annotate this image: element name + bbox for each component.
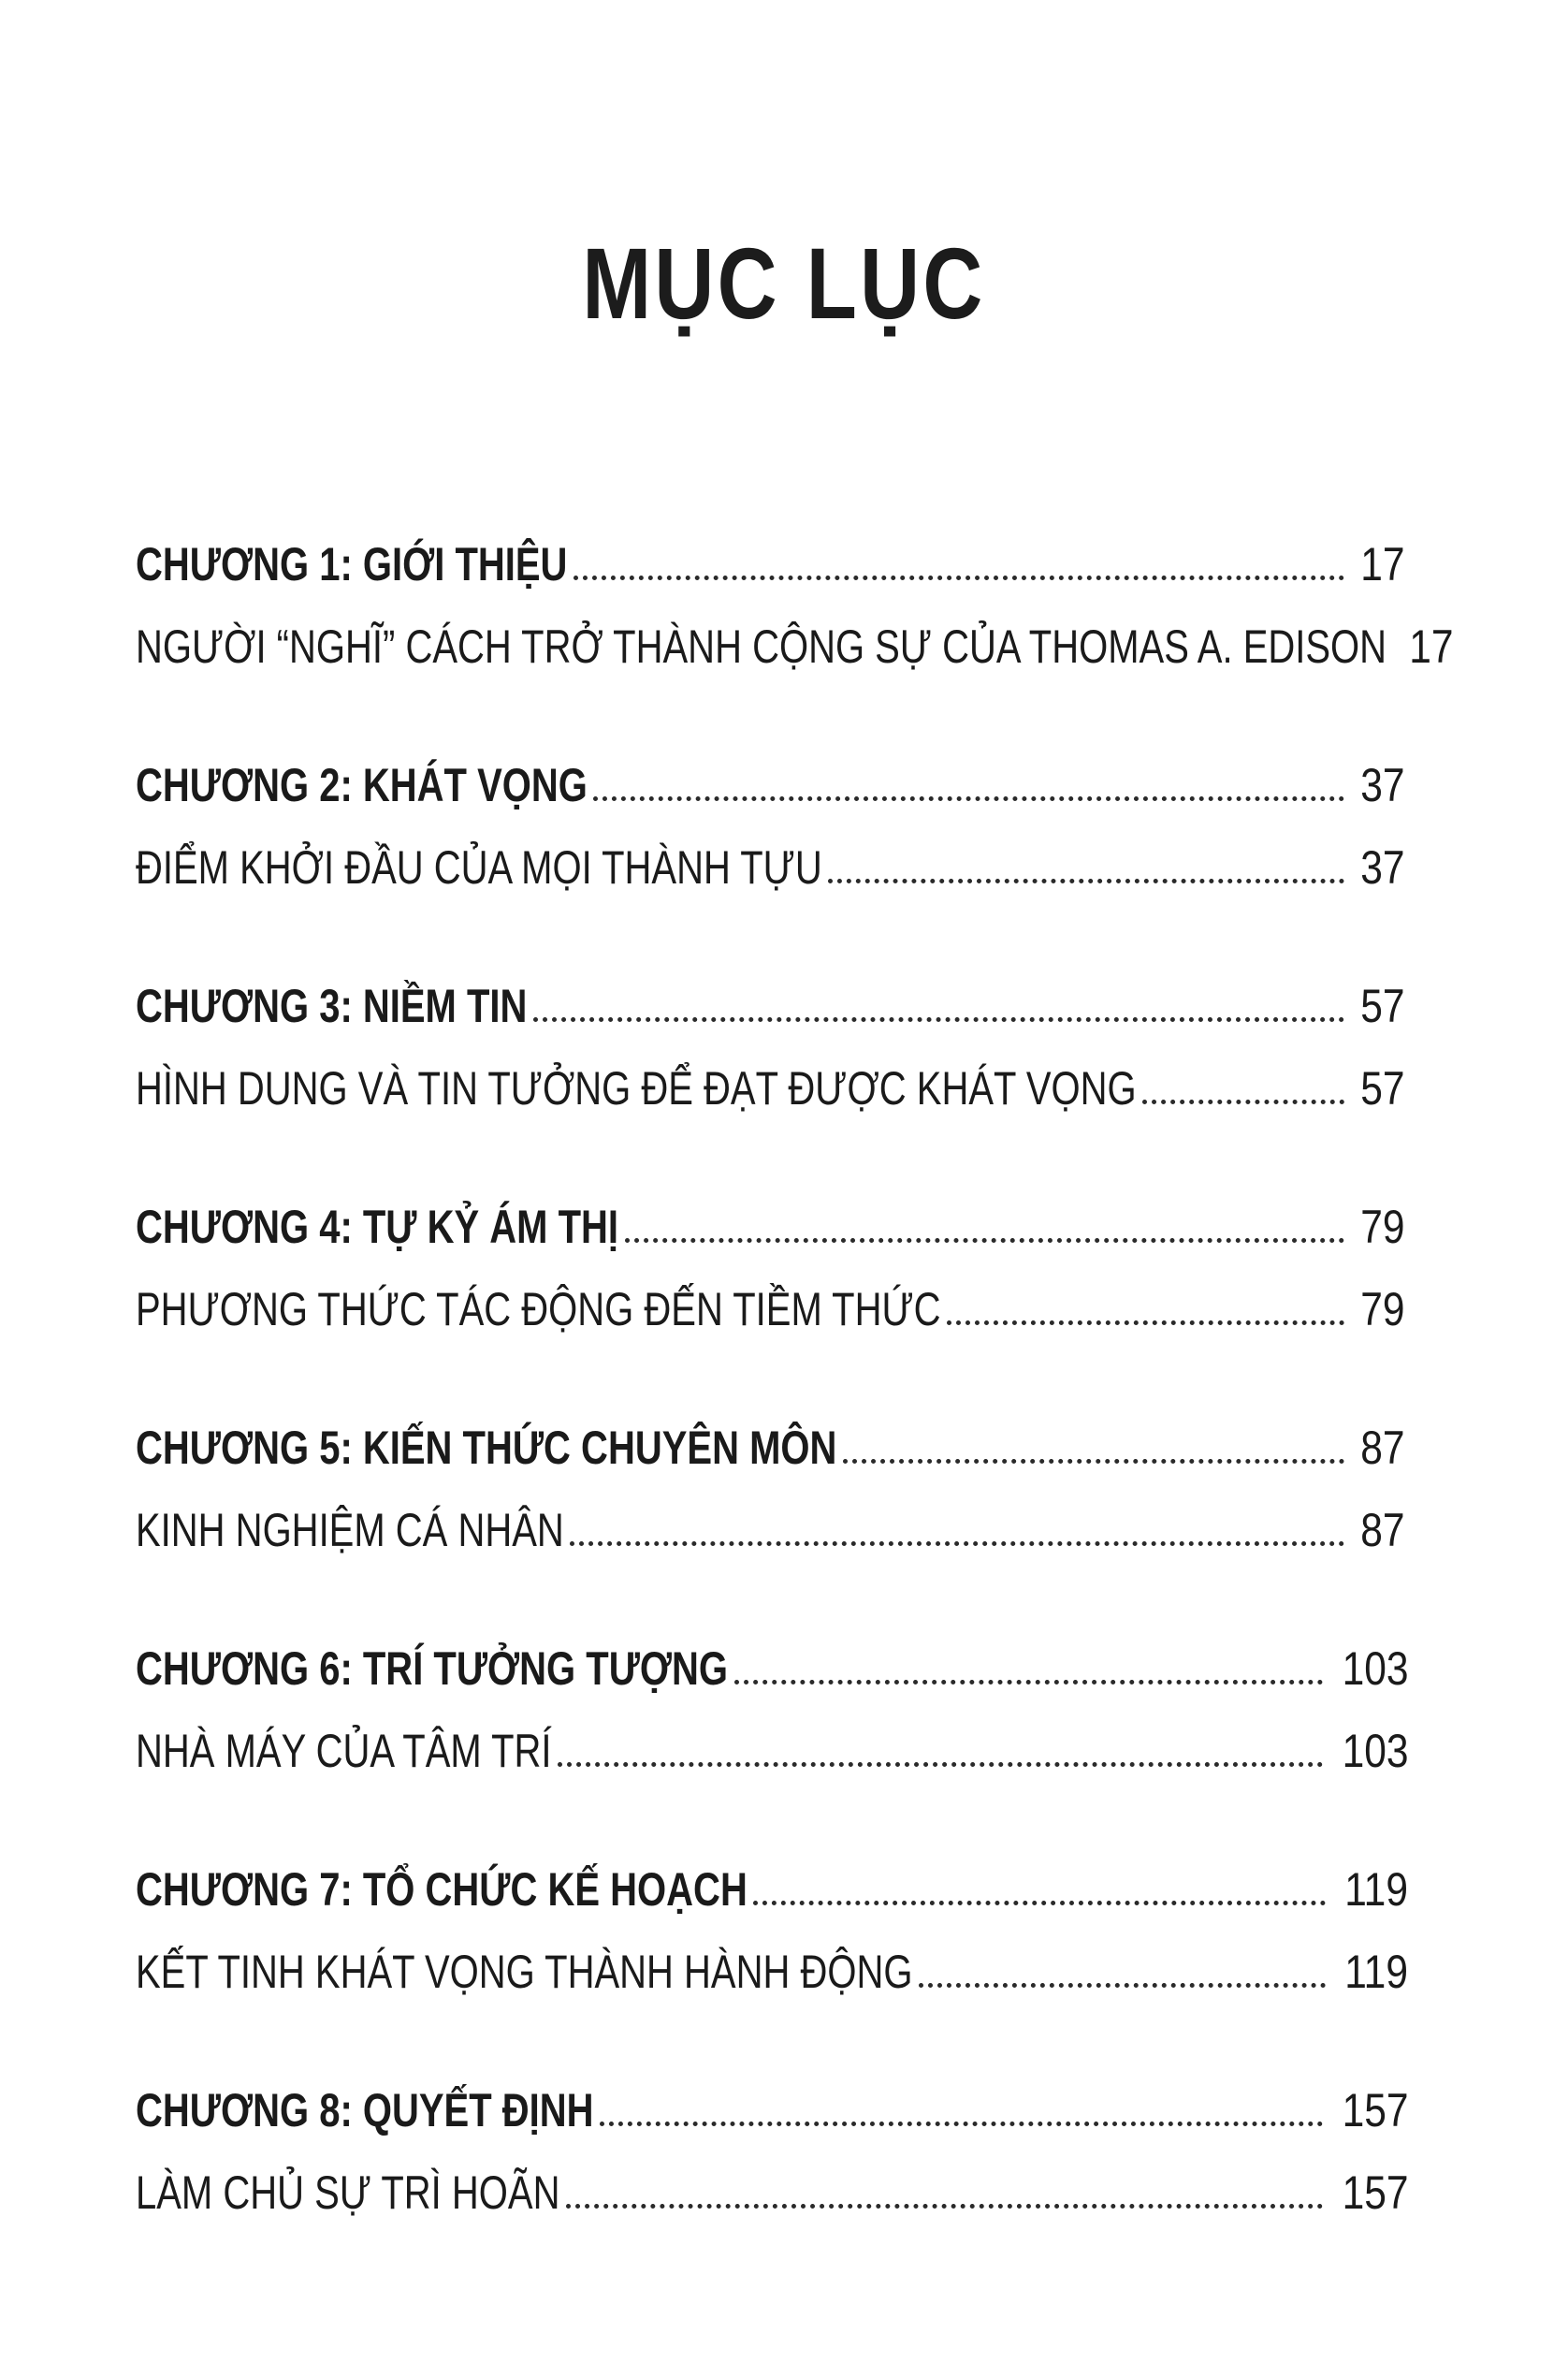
dot-leader	[947, 1320, 1344, 1325]
chapter-heading: CHƯƠNG 1: GIỚI THIỆU	[136, 538, 568, 591]
page-number: 57	[1360, 980, 1405, 1032]
page-number: 87	[1360, 1422, 1405, 1474]
page-number: 103	[1342, 1725, 1409, 1777]
chapter-heading: CHƯƠNG 3: NIỀM TIN	[136, 980, 528, 1032]
toc-chapter-1	[136, 505, 1454, 673]
dot-leader	[600, 2122, 1323, 2126]
chapter-subtitle: PHƯƠNG THỨC TÁC ĐỘNG ĐẾN TIỀM THỨC	[136, 1283, 941, 1335]
chapter-heading: CHƯƠNG 5: KIẾN THỨC CHUYÊN MÔN	[136, 1422, 837, 1474]
dot-leader	[573, 576, 1344, 580]
chapter-subtitle: KẾT TINH KHÁT VỌNG THÀNH HÀNH ĐỘNG	[136, 1946, 913, 1998]
page-number: 79	[1360, 1283, 1405, 1335]
page-number: 17	[1409, 620, 1454, 673]
dot-leader	[558, 1762, 1323, 1767]
chapter-heading: CHƯƠNG 8: QUYẾT ĐỊNH	[136, 2084, 594, 2136]
dot-leader	[1142, 1100, 1344, 1104]
page-number: 57	[1360, 1062, 1405, 1115]
chapter-subtitle: ĐIỂM KHỞI ĐẦU CỦA MỌI THÀNH TỰU	[136, 841, 822, 894]
chapter-subtitle: NHÀ MÁY CỦA TÂM TRÍ	[136, 1725, 552, 1777]
page-number: 37	[1360, 841, 1405, 894]
toc-subtitle-row[interactable]	[136, 1250, 1405, 1335]
toc-subtitle-row[interactable]	[136, 2134, 1409, 2219]
chapter-heading: CHƯƠNG 4: TỰ KỶ ÁM THỊ	[136, 1201, 619, 1253]
page-number: 79	[1360, 1201, 1405, 1253]
toc-subtitle-row[interactable]	[136, 1029, 1405, 1115]
dot-leader	[734, 1680, 1323, 1684]
page-number: 17	[1360, 538, 1405, 591]
dot-leader	[919, 1983, 1326, 1988]
dot-leader	[828, 879, 1344, 883]
dot-leader	[533, 1017, 1344, 1022]
toc-heading-row[interactable]	[136, 1168, 1405, 1253]
dot-leader	[570, 1541, 1344, 1546]
dot-leader	[593, 796, 1344, 801]
toc-heading-row[interactable]	[136, 505, 1405, 591]
dot-leader	[843, 1459, 1344, 1464]
page-number: 119	[1344, 1863, 1408, 1916]
toc-chapter-7	[136, 1830, 1408, 1998]
toc-chapter-8	[136, 2051, 1409, 2219]
toc-subtitle-row[interactable]	[136, 1692, 1409, 1777]
chapter-subtitle: NGƯỜI “NGHĨ” CÁCH TRỞ THÀNH CỘNG SỰ CỦA THOMAS A. EDISON	[136, 620, 1387, 673]
page-number: 157	[1342, 2166, 1409, 2219]
dot-leader	[566, 2204, 1323, 2209]
toc-chapter-4	[136, 1168, 1405, 1335]
dot-leader	[753, 1901, 1326, 1905]
chapter-heading: CHƯƠNG 2: KHÁT VỌNG	[136, 759, 588, 811]
chapter-heading: CHƯƠNG 6: TRÍ TƯỞNG TƯỢNG	[136, 1642, 729, 1695]
toc-heading-row[interactable]	[136, 1389, 1405, 1474]
toc-chapter-2	[136, 726, 1405, 894]
chapter-subtitle: KINH NGHIỆM CÁ NHÂN	[136, 1504, 564, 1556]
chapter-heading: CHƯƠNG 7: TỔ CHỨC KẾ HOẠCH	[136, 1863, 748, 1916]
toc-subtitle-row[interactable]	[136, 1471, 1405, 1556]
table-of-contents	[136, 505, 1454, 2272]
toc-heading-row[interactable]	[136, 1610, 1409, 1695]
toc-subtitle-row[interactable]	[136, 1913, 1408, 1998]
page-title: MỤC LỤC	[582, 226, 986, 340]
chapter-subtitle: LÀM CHỦ SỰ TRÌ HOÃN	[136, 2166, 560, 2219]
toc-chapter-3	[136, 947, 1405, 1115]
toc-heading-row[interactable]	[136, 726, 1405, 811]
toc-chapter-5	[136, 1389, 1405, 1556]
toc-subtitle-row[interactable]	[136, 809, 1405, 894]
page-number: 119	[1344, 1946, 1408, 1998]
dot-leader	[625, 1238, 1344, 1243]
page-number: 87	[1360, 1504, 1405, 1556]
toc-heading-row[interactable]	[136, 947, 1405, 1032]
page-number: 37	[1360, 759, 1405, 811]
chapter-subtitle: HÌNH DUNG VÀ TIN TƯỞNG ĐỂ ĐẠT ĐƯỢC KHÁT VỌNG	[136, 1062, 1137, 1115]
page-number: 103	[1342, 1642, 1409, 1695]
toc-heading-row[interactable]	[136, 2051, 1409, 2136]
toc-subtitle-row[interactable]	[136, 588, 1454, 673]
toc-heading-row[interactable]	[136, 1830, 1408, 1916]
toc-chapter-6	[136, 1610, 1409, 1777]
page-number: 157	[1342, 2084, 1409, 2136]
